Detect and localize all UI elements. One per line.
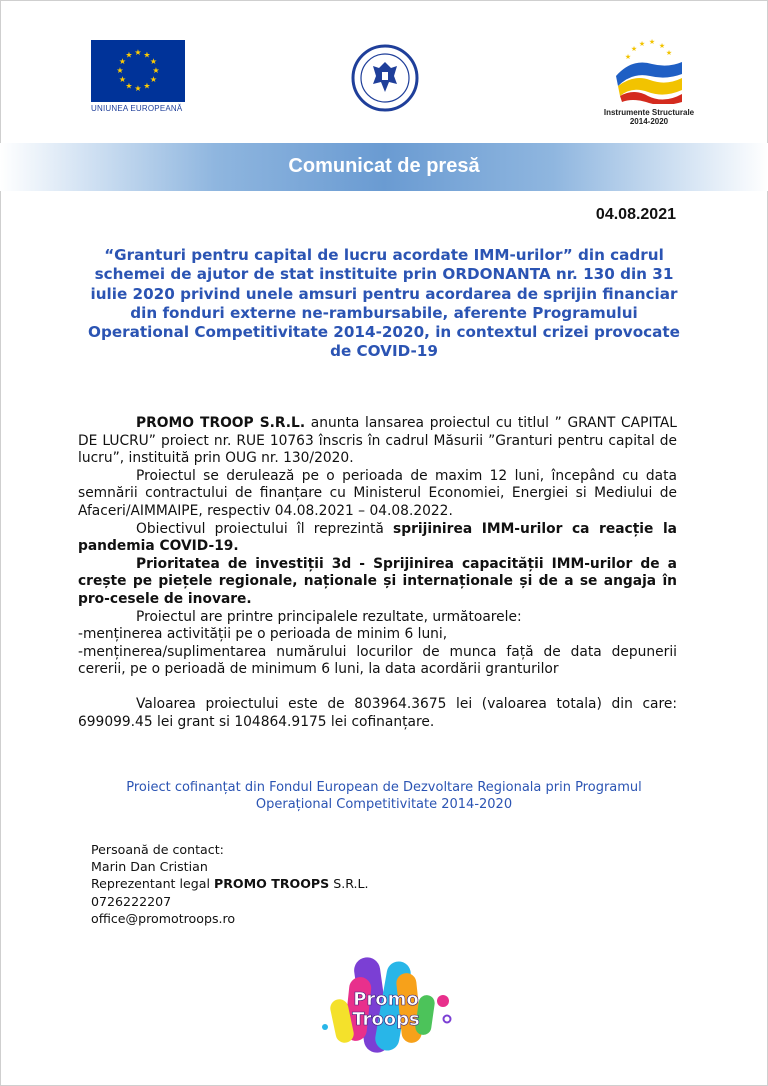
promo-troops-icon [311,955,461,1063]
government-seal-icon [351,44,419,112]
svg-text:★: ★ [648,38,656,46]
instrumente-structurale-caption [594,108,704,126]
is-caption-line2: 2014-2020 [629,117,669,126]
contact-name: Marin Dan Cristian [91,859,208,875]
svg-text:★: ★ [630,45,638,53]
svg-text:★: ★ [134,84,142,93]
svg-text:★: ★ [134,48,142,57]
paragraph-results-intro: Proiectul are printre principalele rezultate, următoarele: [136,608,522,625]
eu-caption: UNIUNEA EUROPEANĂ [91,104,183,113]
svg-text:★: ★ [143,50,151,60]
is-caption-line1: Instrumente Structurale [603,108,695,117]
banner-title: Comunicat de presă [288,155,480,177]
svg-text:★: ★ [118,75,127,84]
contact-role-prefix: Reprezentant legal [91,876,214,892]
paragraph-value: Valoarea proiectului este de 803964.3675 lei (valoarea totala) din care: 699099.45 lei grant si 104864.9175 lei cofinanțare. [78,695,677,730]
contact-role-suffix: S.R.L. [329,876,369,892]
eu-flag-icon [91,40,185,102]
eu-logo [91,40,185,113]
svg-text:★: ★ [638,40,646,48]
contact-label: Persoană de contact: [91,842,224,857]
paragraph-objective [78,521,677,556]
contact-block [91,841,369,927]
svg-text:★: ★ [149,75,158,84]
headline: “Granturi pentru capital de lucru acordate IMM-urilor” din cadrul schemei de ajutor de stat instituite prin ORDONANTA nr. 130 din 31 iulie 2020 privind unele amsuri pentru acordarea de sprijin financiar din fonduri externe ne-rambursabile, aferente Programului Operational Competitivitate 2014-2020, in contextul crizei provocate de COVID-19 [88,246,680,361]
body-text [78,415,677,731]
contact-phone: 0726222207 [91,893,172,909]
result-item: -menținerea/suplimentarea numărului locurilor de munca față de data depunerii cererii, pe o perioadă de minimum 6 luni, la data acordării granturilor [78,643,677,678]
contact-email[interactable]: office@promotroops.ro [91,910,236,926]
press-release-banner [0,143,768,191]
paragraph-duration: Proiectul se derulează pe o perioada de maxim 12 luni, începând cu data semnării contractului de finanțare cu Ministerul Economiei, Energiei si Mediului de Afaceri/AIMMAIPE, respectiv 04.08.2021 – 04.08.2022. [78,467,677,519]
promo-line2: Troops [352,1009,420,1030]
svg-text:★: ★ [665,49,673,57]
promo-troops-logo [311,955,461,1063]
objective-bold: sprijinirea IMM-urilor ca reacție la pandemia COVID-19. [78,520,677,555]
release-date: 04.08.2021 [595,206,676,223]
contact-role [91,875,369,892]
contact-role-company: PROMO TROOPS [213,876,330,892]
svg-text:★: ★ [125,50,133,60]
svg-text:★: ★ [152,66,160,75]
paragraph-priority: Prioritatea de investiții 3d - Sprijinirea capacității IMM-urilor de a crește pe piețele regionale, naționale și internaționale și de a se angaja în pro-cesele de inovare. [78,555,677,607]
instrumente-structurale-logo [603,36,695,126]
objective-text: Obiectivul proiectului îl reprezintă [136,520,394,537]
svg-text:★: ★ [125,81,133,91]
svg-text:★: ★ [149,57,158,66]
company-name: PROMO TROOP S.R.L. [136,415,306,431]
spacer [78,679,677,696]
svg-text:★: ★ [143,81,151,91]
svg-text:★: ★ [116,66,124,75]
paragraph-intro [78,415,677,468]
instrumente-structurale-icon [612,36,686,104]
svg-text:★: ★ [658,42,666,50]
svg-text:★: ★ [118,57,127,66]
result-item: -menținerea activității pe o perioada de minim 6 luni, [78,626,448,643]
cofinancing-note: Proiect cofinanțat din Fondul European de Dezvoltare Regionala prin Programul Operațional Competitivitate 2014-2020 [126,780,642,812]
promo-line1: Promo [353,989,419,1010]
intro-text: anunta lansarea proiectul cu titlul ” GRANT CAPITAL DE LUCRU” proiect nr. RUE 10763 înscris în cadrul Măsurii ”Granturi pentru capital de lucru”, instituită prin OUG nr. 130/2020. [78,415,677,467]
svg-text:★: ★ [624,53,632,61]
